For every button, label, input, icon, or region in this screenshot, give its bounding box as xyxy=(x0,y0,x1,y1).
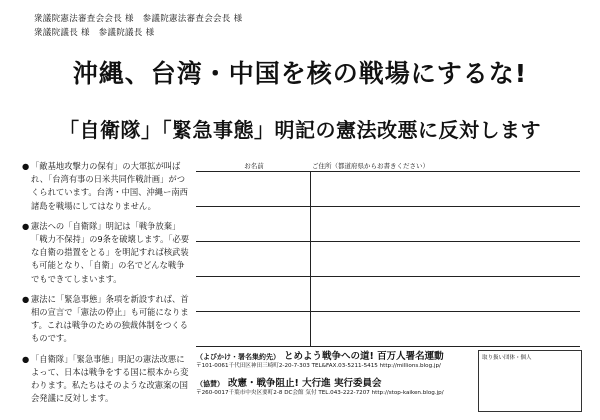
signature-row xyxy=(196,277,580,312)
bullet-icon: ● xyxy=(22,220,30,231)
signature-table xyxy=(196,160,580,347)
point-text: 「自衛隊」「緊急事態」明記の憲法改悪によって、日本は戦争をする国に根本から変わります。私たちはそのような改憲案の国会発議に反対します。 xyxy=(31,353,189,404)
addressee-line-2: 衆議院議長 様 参議院議長 様 xyxy=(34,28,155,38)
bullet-icon: ● xyxy=(22,161,30,171)
name-field[interactable] xyxy=(196,312,310,347)
address-field[interactable] xyxy=(310,242,580,277)
signature-row xyxy=(196,242,580,277)
point-item xyxy=(22,160,190,213)
name-field[interactable] xyxy=(196,172,310,207)
signature-row xyxy=(196,172,580,207)
name-field[interactable] xyxy=(196,277,310,312)
bullet-icon: ● xyxy=(22,353,30,364)
coorganizer-row xyxy=(196,375,476,389)
point-text: 「敵基地攻撃力の保有」の大軍拡が叫ばれ、「台湾有事の日米共同作戦計画」がつくられています。台湾・中国、沖縄ー南西諸島を戦場にしてはなりません。 xyxy=(31,161,188,211)
address-field[interactable] xyxy=(310,277,580,312)
organizer-name: とめよう戦争への道! 百万人署名運動 xyxy=(284,351,444,362)
petition-title: 沖縄、台湾・中国を核の戦場にするな! xyxy=(72,59,528,88)
address-column-header: ご住所（都道府県からお書きください） xyxy=(310,160,580,172)
petition-subtitle: 「自衛隊」「緊急事態」明記の憲法改悪に反対します xyxy=(59,118,541,142)
bullet-icon: ● xyxy=(22,293,30,304)
point-text: 憲法への「自衛隊」明記は「戦争放棄」「戦力不保持」の9条を破壊します。「必要な自衛の措置をとる」を明記すれば核武装も可能となり、「自衛」の名でどんな戦争でもできてしまいます。 xyxy=(31,220,190,284)
point-text: 憲法に「緊急事態」条項を新設すれば、首相の宣言で「憲法の停止」も可能になります。これは戦争のための独裁体制をつくるものです。 xyxy=(31,293,189,344)
address-field[interactable] xyxy=(310,207,580,242)
coorganizer-label: （協賛） xyxy=(196,380,224,388)
name-field[interactable] xyxy=(196,242,310,277)
collector-label: 取り扱い団体・個人 xyxy=(482,355,532,361)
organizer-contact: 〒101-0061千代田区神田三崎町2-20-7-303 TEL&FAX.03-5211-5415 http://millions.blog.jp/ xyxy=(196,363,441,369)
coorganizer-name: 改憲・戦争阻止! 大行進 実行委員会 xyxy=(228,378,382,389)
address-field[interactable] xyxy=(310,172,580,207)
name-column-header: お名前 xyxy=(196,160,310,172)
organizer-info xyxy=(196,348,476,398)
organizer-row xyxy=(196,348,476,362)
petition-points xyxy=(22,160,190,412)
addressees xyxy=(34,12,242,40)
point-item xyxy=(22,293,190,346)
signature-row xyxy=(196,207,580,242)
point-item xyxy=(22,220,190,286)
signature-row xyxy=(196,312,580,347)
collector-box[interactable] xyxy=(478,350,582,412)
organizer-label: （よびかけ・署名集約先） xyxy=(196,353,280,361)
name-field[interactable] xyxy=(196,207,310,242)
address-field[interactable] xyxy=(310,312,580,347)
point-item xyxy=(22,353,190,406)
coorganizer-contact: 〒260-0017千葉市中央区要町2-8 DC会館 気付 TEL.043-222-7207 http://stop-kaiken.blog.jp/ xyxy=(196,390,444,396)
addressee-line-1: 衆議院憲法審査会会長 様 参議院憲法審査会会長 様 xyxy=(34,14,243,24)
